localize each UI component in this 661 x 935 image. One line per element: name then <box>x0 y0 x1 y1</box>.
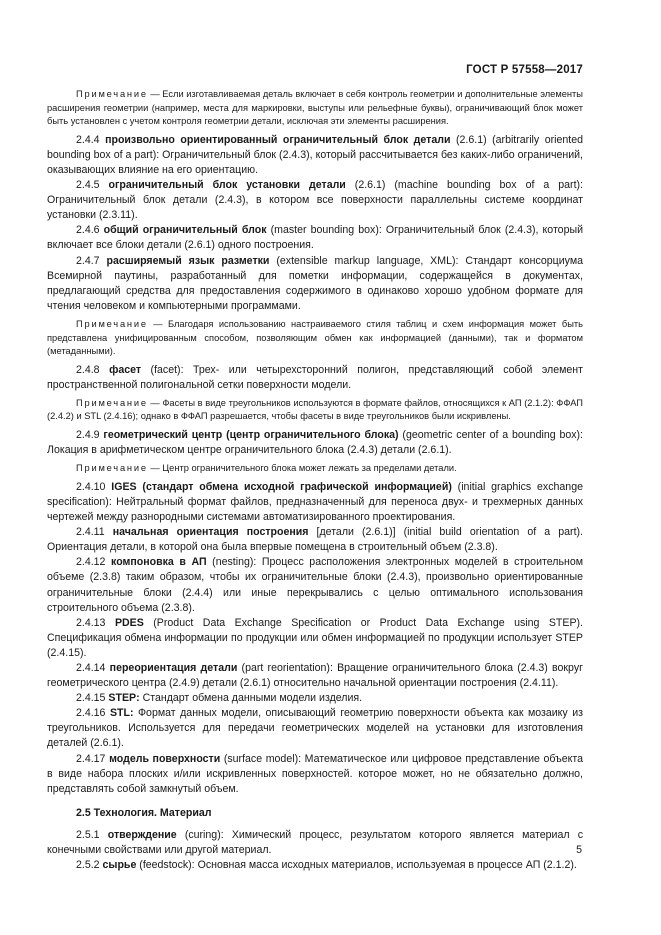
term-title: STL: <box>109 707 134 720</box>
term-title: отверждение <box>107 828 177 841</box>
term-number: 2.4.13 <box>76 616 106 629</box>
term-definition: (nesting): Процесс расположения электронных моделей в строительном объеме (2.3.8) таким образом, чтобы их ограничительные блоки (2.4.3), произвольно ориентированные ограничительные блоки (2.4.4) или иные перекрывались с целью оптимального использования строительного объема (2.3.8). <box>47 556 583 614</box>
term-2-5-2 <box>47 858 583 873</box>
term-definition: (2.6.1) (arbitrarily oriented bounding box of a part): Ограничительный блок (2.4.3), который рассчитывается без каких-либо ограничений, оказывающих влияние на его ориентацию. <box>47 133 583 176</box>
term-definition: (part reorientation): Вращение ограничительного блока (2.4.3) вокруг геометрического центра (2.4.9) детали (2.6.1) относительно начальной ориентации построения (2.4.11). <box>47 661 583 690</box>
note-text: — Если изготавливаемая деталь включает в себя контроль геометрии и дополнительные элементы расширения геометрии (например, места для маркировки, выступы или рельефные буквы), ограничивающий блок может быть установлен с учетом контроля геометрии детали, исключая эти элементы расширения. <box>47 89 583 127</box>
term-number: 2.4.11 <box>76 526 105 539</box>
term-2-4-15 <box>47 691 583 706</box>
term-title: фасет <box>109 363 142 376</box>
document-body <box>47 88 583 873</box>
term-number: 2.4.4 <box>76 133 100 146</box>
term-number: 2.4.15 <box>76 692 106 705</box>
term-definition: (feedstock): Основная масса исходных материалов, используемая в процессе АП (2.1.2). <box>136 859 577 872</box>
term-title: сырье <box>102 859 137 872</box>
note-paragraph <box>47 397 583 424</box>
term-number: 2.4.7 <box>76 254 100 267</box>
term-definition: (surface model): Математическое или цифровое представление объекта в виде набора плоских и/или искривленных поверхностей. которое может, но не обязательно должно, представлять собой замкнутый объем. <box>47 752 583 795</box>
term-definition: Стандарт обмена данными модели изделия. <box>139 692 363 705</box>
page-number: 5 <box>576 844 582 856</box>
section-heading <box>47 806 583 821</box>
term-number: 2.4.10 <box>76 480 106 493</box>
term-2-4-17 <box>47 752 583 797</box>
term-title: модель поверхности <box>109 752 221 765</box>
term-definition: (facet): Трех- или четырехсторонний полигон, представляющий собой элемент пространственной полигональной сетки поверхности модели. <box>47 363 583 391</box>
term-definition: (extensible markup language, XML): Стандарт консорциума Всемирной паутины, разработанный для пометки информации, содержащейся в документах, предлагающий средства для предоставления содержимого в одинаково хорошо удобном формате для чтения человеком и компьютерными программами. <box>47 254 583 312</box>
term-definition: (Product Data Exchange Specification or Product Data Exchange using STEP). Спецификация обмена информации по продукции или обмен информацией по продукции использует STEP (2.4.15). <box>47 616 584 659</box>
term-number: 2.5.2 <box>76 859 100 872</box>
term-2-4-8 <box>47 363 583 393</box>
note-text: — Благодаря использованию настраиваемого стиля таблиц и схем информация может быть представлена унифицированным способом, позволяющим обмен как информацией (данными), так и форматом (метаданными). <box>47 318 583 357</box>
term-2-4-9 <box>47 428 583 458</box>
term-2-4-16 <box>47 706 583 751</box>
note-paragraph <box>47 462 583 476</box>
term-title: компоновка в АП <box>111 556 207 569</box>
term-title: PDES <box>114 616 144 629</box>
term-definition: [детали (2.6.1)] (initial build orientation of a part). Ориентация детали, в которой она была впервые помещена в строительный объем (2.3.8). <box>47 526 583 554</box>
note-label: Примечание <box>76 89 148 99</box>
term-definition: (curing): Химический процесс, результатом которого является материал с конечными свойствами или другой материал. <box>47 828 583 856</box>
term-definition: (master bounding box): Ограничительный блок (2.4.3), который включает все блоки детали (2.6.1) одного построения. <box>47 224 583 252</box>
term-number: 2.4.6 <box>76 224 100 237</box>
section-title: 2.5 Технология. Материал <box>76 806 212 819</box>
term-title: геометрический центр (центр ограничительного блока) <box>103 429 399 442</box>
note-text: — Фасеты в виде треугольников используются в формате файлов, относящихся к АП (2.1.2): ФФАП (2.4.2) и STL (2.4.16); однако в ФФАП разрешается, чтобы фасеты в виде треугольников были искривлены. <box>47 397 583 422</box>
term-number: 2.4.14 <box>76 661 106 674</box>
term-definition: (geometric center of a bounding box): Локация в арифметическом центре ограничительного блока (2.4.3) детали (2.6.1). <box>47 429 583 457</box>
term-title: общий ограничительный блок <box>103 224 267 237</box>
term-title: начальная ориентация построения <box>112 526 309 539</box>
note-label: Примечание <box>76 463 148 474</box>
term-2-4-14 <box>47 661 583 691</box>
term-2-4-11 <box>47 525 583 555</box>
term-number: 2.4.16 <box>76 707 106 720</box>
term-title: переориентация детали <box>109 661 238 674</box>
term-number: 2.5.1 <box>76 828 100 841</box>
term-2-4-10 <box>47 480 583 525</box>
term-title: расширяемый язык разметки <box>106 254 270 267</box>
term-number: 2.4.9 <box>76 429 100 442</box>
term-2-4-4 <box>47 133 583 178</box>
term-2-5-1 <box>47 828 583 858</box>
term-title: произвольно ориентированный ограничительный блок детали <box>105 133 451 146</box>
term-title: IGES (стандарт обмена исходной графической информацией) <box>111 480 452 493</box>
term-number: 2.4.8 <box>76 363 100 376</box>
term-number: 2.4.12 <box>76 556 106 569</box>
term-title: STEP: <box>108 692 140 705</box>
term-2-4-12 <box>47 555 583 615</box>
note-label: Примечание <box>76 397 148 408</box>
term-definition: Формат данных модели, описывающий геометрию поверхности объекта как мозаику из треугольников. Используется для передачи геометрических моделей на установки для изготовления деталей (2.6.1). <box>47 707 583 750</box>
note-label: Примечание <box>76 318 148 329</box>
term-definition: (initial graphics exchange specification): Нейтральный формат файлов, предназначенный для переноса двух- и трехмерных данных чертежей между разнородными системами автоматизированного проектирования. <box>47 480 583 524</box>
term-definition: (2.6.1) (machine bounding box of a part): Ограничительный блок детали (2.4.3), в котором все поверхности параллельны системе координат установки (2.3.11). <box>47 179 583 222</box>
term-number: 2.4.5 <box>76 179 100 192</box>
term-title: ограничительный блок установки детали <box>108 179 346 192</box>
term-2-4-7 <box>47 254 583 314</box>
term-2-4-13 <box>47 616 583 661</box>
note-paragraph <box>47 88 583 129</box>
note-text: — Центр ограничительного блока может лежать за пределами детали. <box>147 463 457 474</box>
term-2-4-5 <box>47 178 583 223</box>
term-2-4-6 <box>47 223 583 253</box>
note-paragraph <box>47 318 583 359</box>
term-number: 2.4.17 <box>76 752 106 765</box>
standard-id: ГОСТ Р 57558—2017 <box>466 64 583 76</box>
